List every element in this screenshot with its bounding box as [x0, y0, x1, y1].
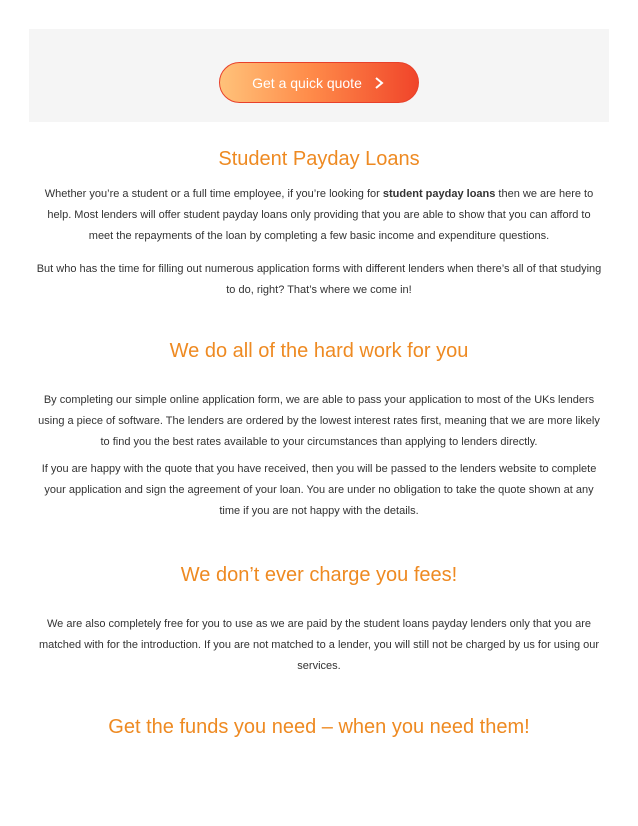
section-title-hard-work: We do all of the hard work for you: [169, 340, 469, 362]
section-title-no-fees: We don’t ever charge you fees!: [180, 564, 458, 586]
quote-button-label: Get a quick quote: [252, 74, 362, 91]
bold-keyword: student payday loans: [382, 188, 496, 200]
chevron-right-icon: [372, 76, 386, 90]
section1-paragraph-1: [34, 184, 604, 247]
section1-paragraph-2: But who has the time for filling out numerous application forms with different lenders when there’s all of that studying to do, right? That’s where we come in!: [36, 263, 602, 296]
section3-paragraph-1: We are also completely free for you to use as we are paid by the student loans payday lenders only that you are matched with for the introduction. If you are not matched to a lender, you will still not be charged by us for using our services.: [38, 618, 600, 672]
paragraph-text: then we are here to help. Most lenders will offer student payday loans only providing that you are able to show that you can afford to meet the repayments of the loan by completing a few basic income and expenditure questions.: [47, 188, 594, 242]
section2-paragraph-1: By completing our simple online application form, we are able to pass your application to most of the UKs lenders using a piece of software. The lenders are ordered by the lowest interest rates first, meaning that we are more likely to find you the best rates available to your circumstances than applying to lenders directly.: [38, 394, 600, 448]
paragraph-text: Whether you’re a student or a full time employee, if you’re looking for: [44, 188, 383, 200]
get-quick-quote-button[interactable]: [219, 62, 419, 103]
section-title-get-funds: Get the funds you need – when you need them!: [108, 716, 530, 738]
section2-paragraph-2: If you are happy with the quote that you have received, then you will be passed to the lenders website to complete your application and sign the agreement of your loan. You are under no obligation to take the quote shown at any time if you are not happy with the details.: [41, 463, 597, 517]
section-title-student-payday-loans: Student Payday Loans: [218, 148, 420, 170]
hero-banner: [29, 29, 609, 122]
